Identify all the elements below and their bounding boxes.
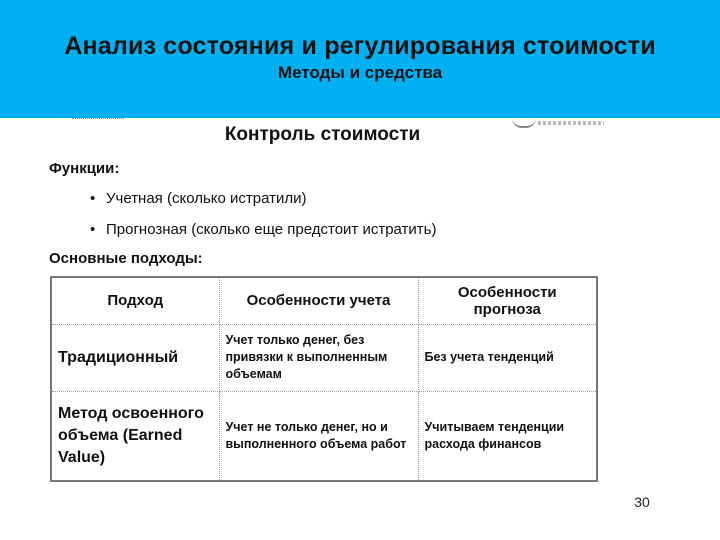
slide-header xyxy=(0,0,720,118)
column-header: Особенности прогноза xyxy=(418,277,597,324)
bullet-text: Учетная (сколько истратили) xyxy=(106,190,307,207)
accounting-cell: Учет не только денег, но и выполненного объема работ xyxy=(219,391,418,481)
slide-subtitle: Методы и средства xyxy=(277,63,443,82)
approach-cell: Традиционный xyxy=(51,324,219,391)
table-header-row xyxy=(51,277,597,324)
forecast-cell: Учитываем тенденции расхода финансов xyxy=(424,419,565,451)
approaches-label: Основные подходы: xyxy=(49,250,203,267)
bullet-icon: • xyxy=(90,190,96,207)
approaches-table xyxy=(50,276,598,482)
bullet-icon: • xyxy=(90,221,96,238)
approach-cell: Метод освоенного объема (Earned Value) xyxy=(51,391,219,481)
bullet-text: Прогнозная (сколько еще предстоит истратить) xyxy=(106,221,437,238)
page-number: 30 xyxy=(634,494,650,510)
forecast-cell: Без учета тенденций xyxy=(418,324,597,391)
content-heading: Контроль стоимости xyxy=(224,124,421,145)
functions-list xyxy=(90,188,436,250)
accounting-cell: Учет только денег, без привязки к выполненным объемам xyxy=(219,324,418,391)
column-header: Особенности учета xyxy=(219,277,418,324)
list-item xyxy=(90,219,436,250)
slide-title: Анализ состояния и регулирования стоимости xyxy=(64,32,656,60)
table-row xyxy=(51,324,597,391)
list-item xyxy=(90,188,436,219)
table-row xyxy=(51,391,597,481)
column-header: Подход xyxy=(51,277,219,324)
functions-label: Функции: xyxy=(49,160,120,177)
